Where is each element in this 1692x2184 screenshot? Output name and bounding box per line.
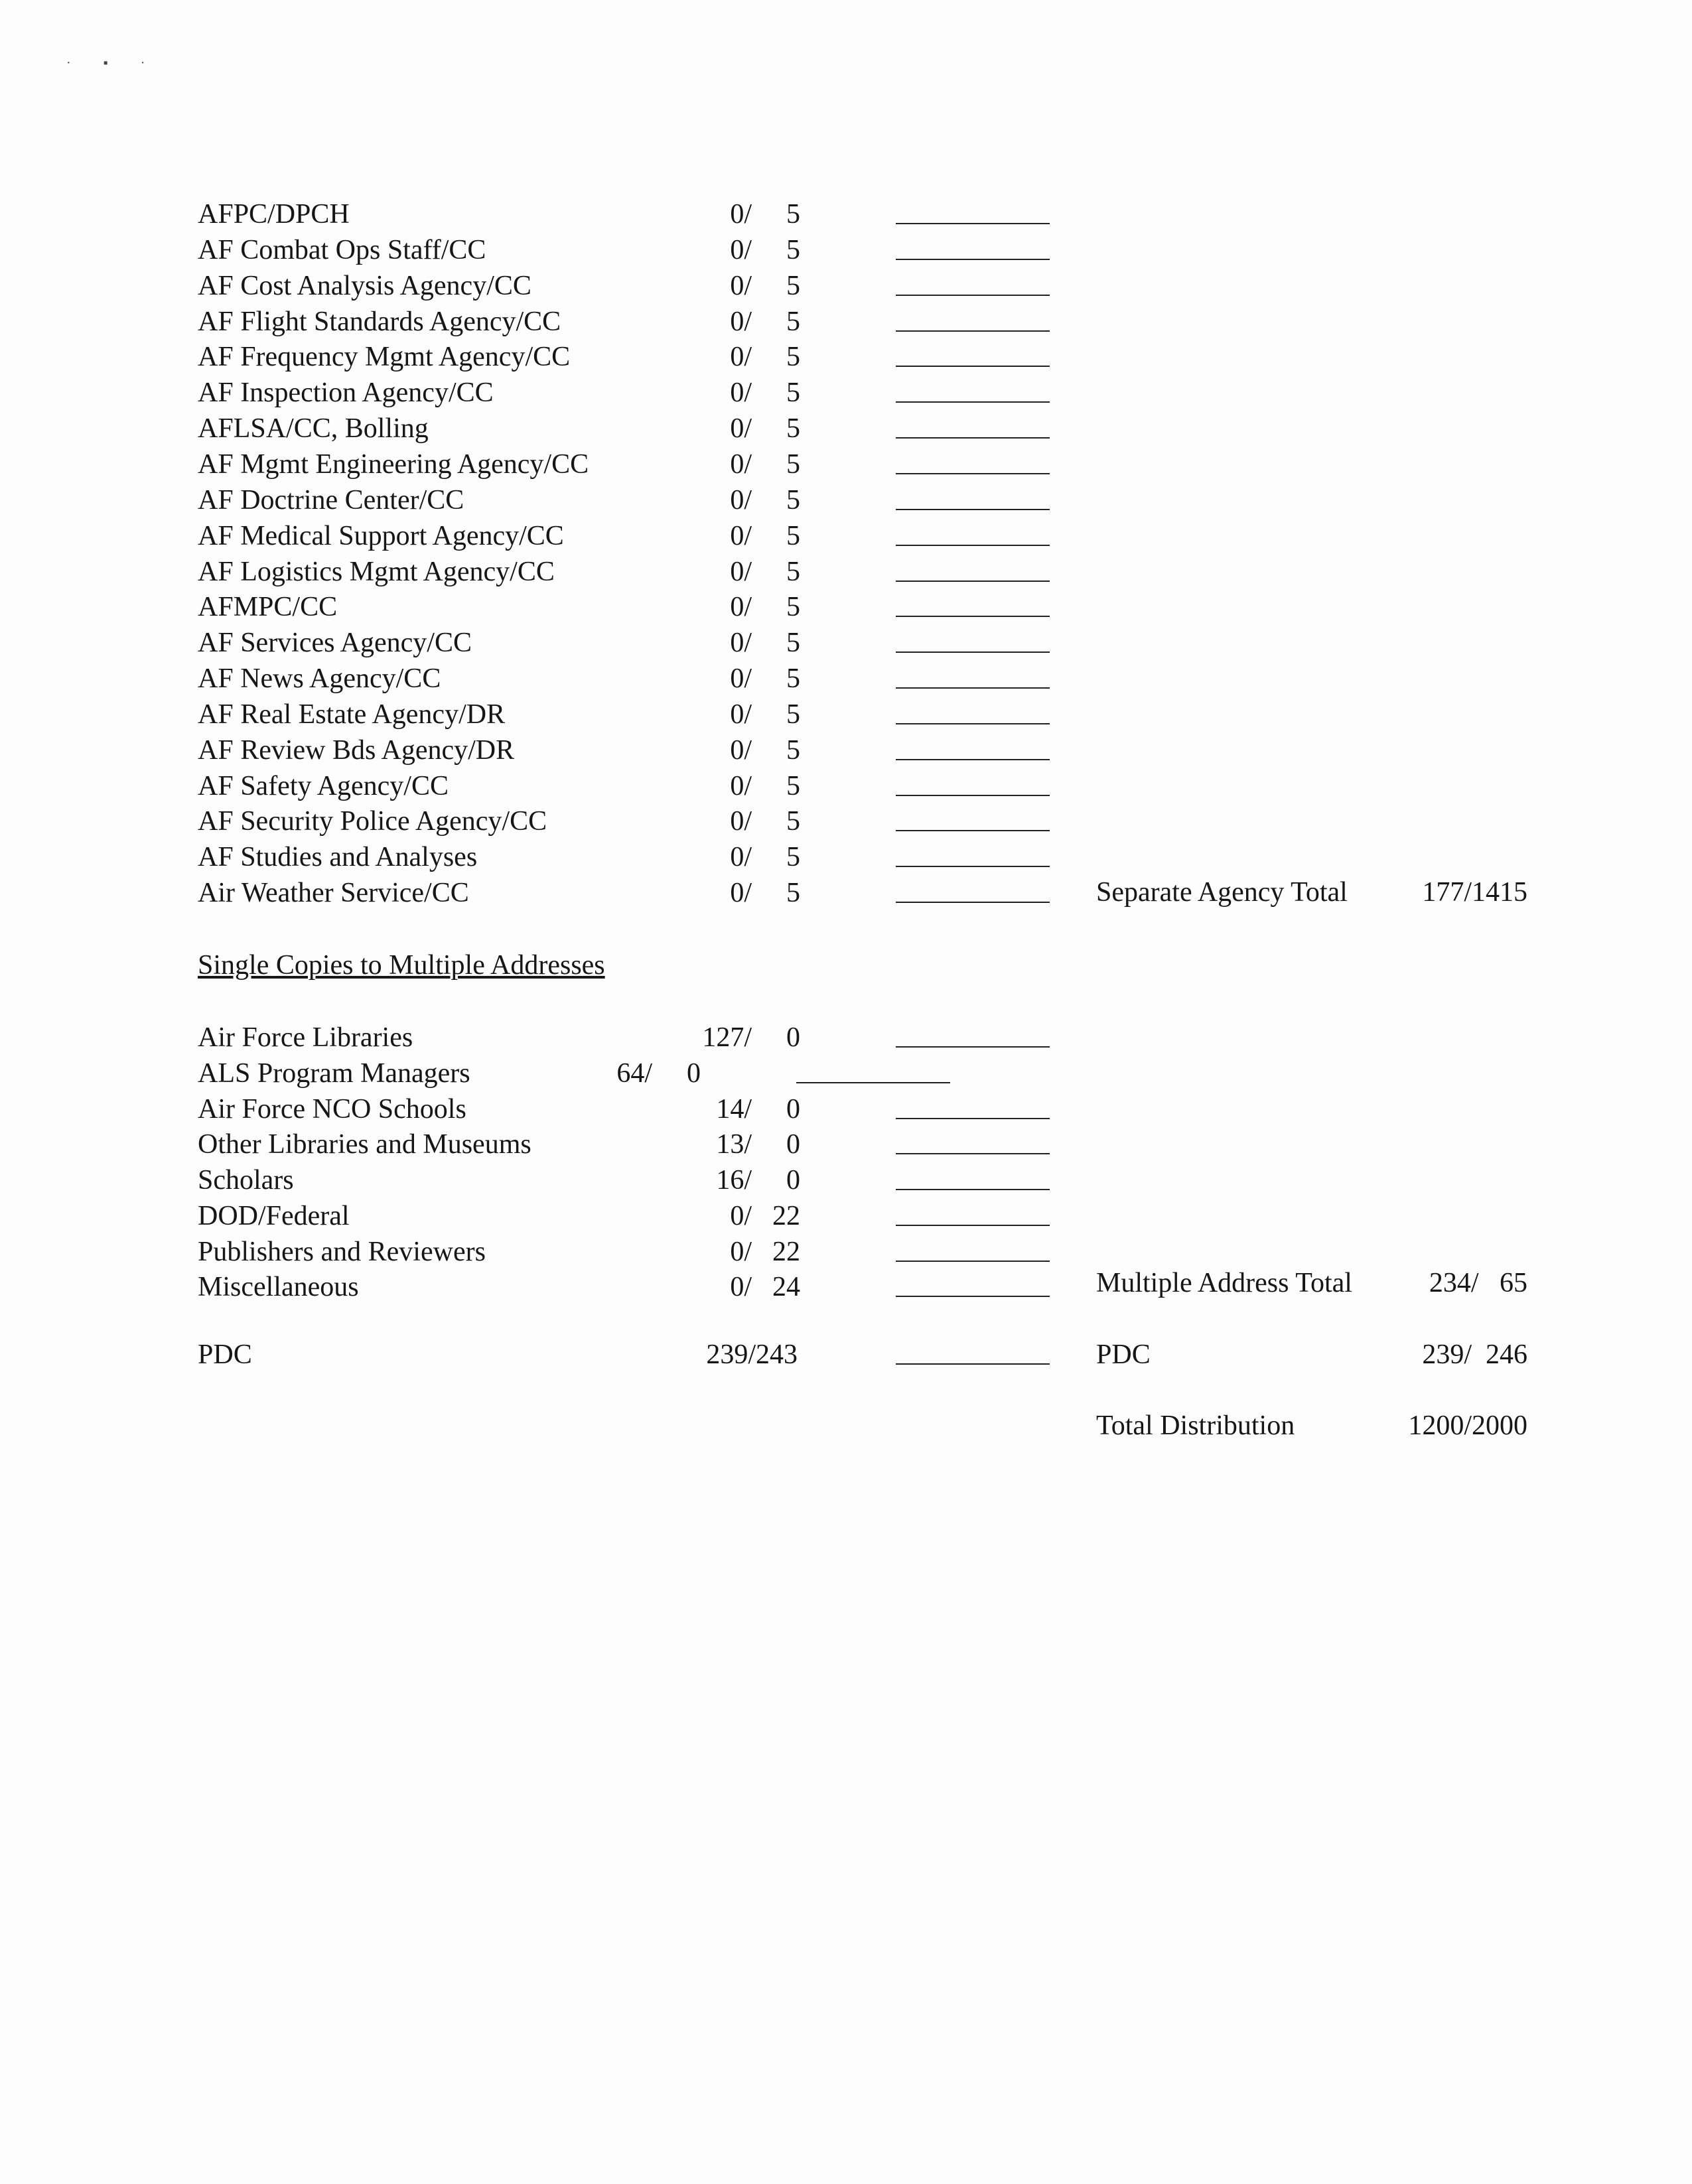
signoff-line <box>896 259 1050 260</box>
recipient-name: DOD/Federal <box>198 1200 350 1231</box>
recipient-name: AF Security Police Agency/CC <box>198 806 547 837</box>
signoff-line <box>896 366 1050 367</box>
recipient-name: Air Weather Service/CC <box>198 878 469 909</box>
copies-second-value: 5 <box>786 199 800 230</box>
copies-first-value: 0/ <box>730 770 752 801</box>
copies-second-value: 5 <box>786 878 800 909</box>
multiple-address-total-value: 234/ 65 <box>1429 1268 1527 1298</box>
copies-first-value: 14/ <box>716 1093 752 1125</box>
recipient-name: AF Cost Analysis Agency/CC <box>198 270 531 301</box>
signoff-line <box>896 1118 1050 1119</box>
pdc-label: PDC <box>198 1339 252 1370</box>
separate-agency-total-label: Separate Agency Total <box>1096 877 1348 908</box>
signoff-line <box>896 1189 1050 1190</box>
signoff-line <box>896 616 1050 617</box>
copies-first-value: 0/ <box>730 377 752 409</box>
recipient-name: AF Real Estate Agency/DR <box>198 699 506 730</box>
copies-second-value: 0 <box>687 1058 701 1089</box>
copies-second-value: 0 <box>786 1165 800 1195</box>
copies-first-value: 0/ <box>730 484 752 515</box>
copies-first-value: 16/ <box>716 1165 752 1195</box>
copies-first-value: 0/ <box>730 199 752 230</box>
list-item <box>0 768 1692 804</box>
recipient-name: AF Services Agency/CC <box>198 628 472 659</box>
list-item <box>0 661 1692 697</box>
recipient-name: Air Force NCO Schools <box>198 1093 466 1125</box>
signoff-line <box>896 759 1050 760</box>
copies-first-value: 0/ <box>730 270 752 301</box>
recipient-name: AF Mgmt Engineering Agency/CC <box>198 448 589 480</box>
recipient-name: AF Medical Support Agency/CC <box>198 520 564 551</box>
copies-first-value: 0/ <box>730 234 752 265</box>
copies-first-value: 0/ <box>730 413 752 444</box>
copies-first-value: 0/ <box>730 342 752 373</box>
signoff-line <box>896 1046 1050 1048</box>
scan-specks: · ▪ · <box>66 56 160 70</box>
copies-second-value: 5 <box>786 306 800 337</box>
recipient-name: AFLSA/CC, Bolling <box>198 413 429 444</box>
list-item <box>0 268 1692 304</box>
copies-first-value: 0/ <box>730 699 752 730</box>
copies-first-value: 0/ <box>730 842 752 873</box>
signoff-line <box>896 723 1050 724</box>
total-distribution-label: Total Distribution <box>1096 1410 1295 1441</box>
copies-first-value: 127/ <box>702 1022 752 1053</box>
list-item <box>0 339 1692 375</box>
copies-second-value: 22 <box>772 1200 800 1231</box>
list-item <box>0 1162 1692 1198</box>
signoff-line <box>796 1082 950 1083</box>
recipient-name: Air Force Libraries <box>198 1022 413 1053</box>
copies-second-value: 5 <box>786 842 800 873</box>
signoff-line <box>896 545 1050 546</box>
list-item <box>0 1126 1692 1162</box>
signoff-line <box>896 795 1050 796</box>
recipient-name: Other Libraries and Museums <box>198 1129 531 1160</box>
copies-second-value: 0 <box>786 1129 800 1160</box>
list-item <box>0 732 1692 768</box>
signoff-line <box>896 295 1050 296</box>
copies-second-value: 0 <box>786 1022 800 1053</box>
copies-second-value: 5 <box>786 556 800 587</box>
recipient-name: Scholars <box>198 1165 294 1195</box>
signoff-line <box>896 437 1050 439</box>
recipient-name: AF Review Bds Agency/DR <box>198 734 515 766</box>
copies-second-value: 5 <box>786 484 800 515</box>
copies-second-value: 5 <box>786 770 800 801</box>
copies-first-value: 0/ <box>730 878 752 909</box>
signoff-line <box>896 1153 1050 1154</box>
signoff-line <box>896 1225 1050 1226</box>
list-item <box>0 1198 1692 1234</box>
recipient-name: ALS Program Managers <box>198 1058 470 1089</box>
recipient-name: AF Combat Ops Staff/CC <box>198 234 486 265</box>
list-item <box>0 625 1692 661</box>
copies-second-value: 5 <box>786 413 800 444</box>
signoff-line <box>896 830 1050 831</box>
multiple-addresses-heading: Single Copies to Multiple Addresses <box>198 950 605 981</box>
list-item <box>0 1091 1692 1127</box>
list-item <box>0 589 1692 625</box>
signoff-line <box>896 651 1050 653</box>
list-item <box>0 411 1692 446</box>
list-item <box>0 839 1692 875</box>
signoff-line <box>896 473 1050 474</box>
signoff-line <box>896 687 1050 689</box>
signoff-line <box>896 223 1050 224</box>
list-item <box>0 518 1692 554</box>
copies-first-value: 0/ <box>730 1272 752 1303</box>
copies-second-value: 24 <box>772 1272 800 1303</box>
recipient-name: AF Frequency Mgmt Agency/CC <box>198 342 571 373</box>
copies-first-value: 13/ <box>716 1129 752 1160</box>
separate-agency-total-row <box>0 874 1692 910</box>
copies-second-value: 22 <box>772 1236 800 1267</box>
recipient-name: AFMPC/CC <box>198 592 338 623</box>
copies-second-value: 5 <box>786 806 800 837</box>
copies-second-value: 5 <box>786 520 800 551</box>
copies-first-value: 0/ <box>730 448 752 480</box>
copies-first-value: 0/ <box>730 1236 752 1267</box>
recipient-name: AF Inspection Agency/CC <box>198 377 494 409</box>
recipient-name: Publishers and Reviewers <box>198 1236 486 1267</box>
recipient-name: AF Doctrine Center/CC <box>198 484 464 515</box>
list-item <box>0 1056 1692 1091</box>
copies-first-value: 64/ <box>616 1058 652 1089</box>
multiple-address-total-label: Multiple Address Total <box>1096 1268 1352 1298</box>
signoff-line <box>896 330 1050 332</box>
list-item <box>0 554 1692 590</box>
copies-second-value: 5 <box>786 448 800 480</box>
recipient-name: Miscellaneous <box>198 1272 359 1303</box>
list-item <box>0 304 1692 340</box>
recipient-name: AF Studies and Analyses <box>198 842 478 873</box>
multiple-address-total-row <box>0 1265 1692 1301</box>
signoff-line <box>896 1261 1050 1262</box>
recipient-name: AF Flight Standards Agency/CC <box>198 306 561 337</box>
recipient-name: AF Logistics Mgmt Agency/CC <box>198 556 555 587</box>
signoff-line <box>896 509 1050 510</box>
total-distribution-value: 1200/2000 <box>1408 1410 1527 1441</box>
copies-second-value: 5 <box>786 734 800 766</box>
copies-first-value: 0/ <box>730 306 752 337</box>
copies-second-value: 5 <box>786 663 800 695</box>
copies-second-value: 5 <box>786 270 800 301</box>
list-item <box>0 446 1692 482</box>
pdc-row <box>0 1337 1692 1373</box>
copies-first-value: 0/ <box>730 592 752 623</box>
copies-first-value: 0/ <box>730 520 752 551</box>
recipient-name: AF News Agency/CC <box>198 663 441 695</box>
copies-second-value: 5 <box>786 699 800 730</box>
total-distribution-row <box>0 1408 1692 1444</box>
signoff-line <box>896 401 1050 403</box>
list-item <box>0 1020 1692 1056</box>
list-item <box>0 697 1692 732</box>
list-item <box>0 803 1692 839</box>
list-item <box>0 1234 1692 1270</box>
recipient-name: AFPC/DPCH <box>198 199 350 230</box>
separate-agency-total-value: 177/1415 <box>1422 877 1527 908</box>
copies-first-value: 0/ <box>730 556 752 587</box>
signoff-line <box>896 580 1050 582</box>
copies-first-value: 0/ <box>730 663 752 695</box>
pdc-value: 239/243 <box>706 1339 798 1370</box>
copies-second-value: 5 <box>786 628 800 659</box>
copies-first-value: 0/ <box>730 1200 752 1231</box>
pdc-total-label: PDC <box>1096 1339 1151 1370</box>
copies-first-value: 0/ <box>730 806 752 837</box>
copies-first-value: 0/ <box>730 628 752 659</box>
list-item <box>0 375 1692 411</box>
copies-second-value: 5 <box>786 234 800 265</box>
list-item <box>0 232 1692 268</box>
recipient-name: AF Safety Agency/CC <box>198 770 449 801</box>
copies-second-value: 5 <box>786 342 800 373</box>
list-item <box>0 482 1692 518</box>
copies-second-value: 0 <box>786 1093 800 1125</box>
signoff-line <box>896 866 1050 867</box>
copies-first-value: 0/ <box>730 734 752 766</box>
list-item <box>0 196 1692 232</box>
pdc-total-value: 239/ 246 <box>1422 1339 1527 1370</box>
signoff-line <box>896 1363 1050 1365</box>
copies-second-value: 5 <box>786 377 800 409</box>
copies-second-value: 5 <box>786 592 800 623</box>
